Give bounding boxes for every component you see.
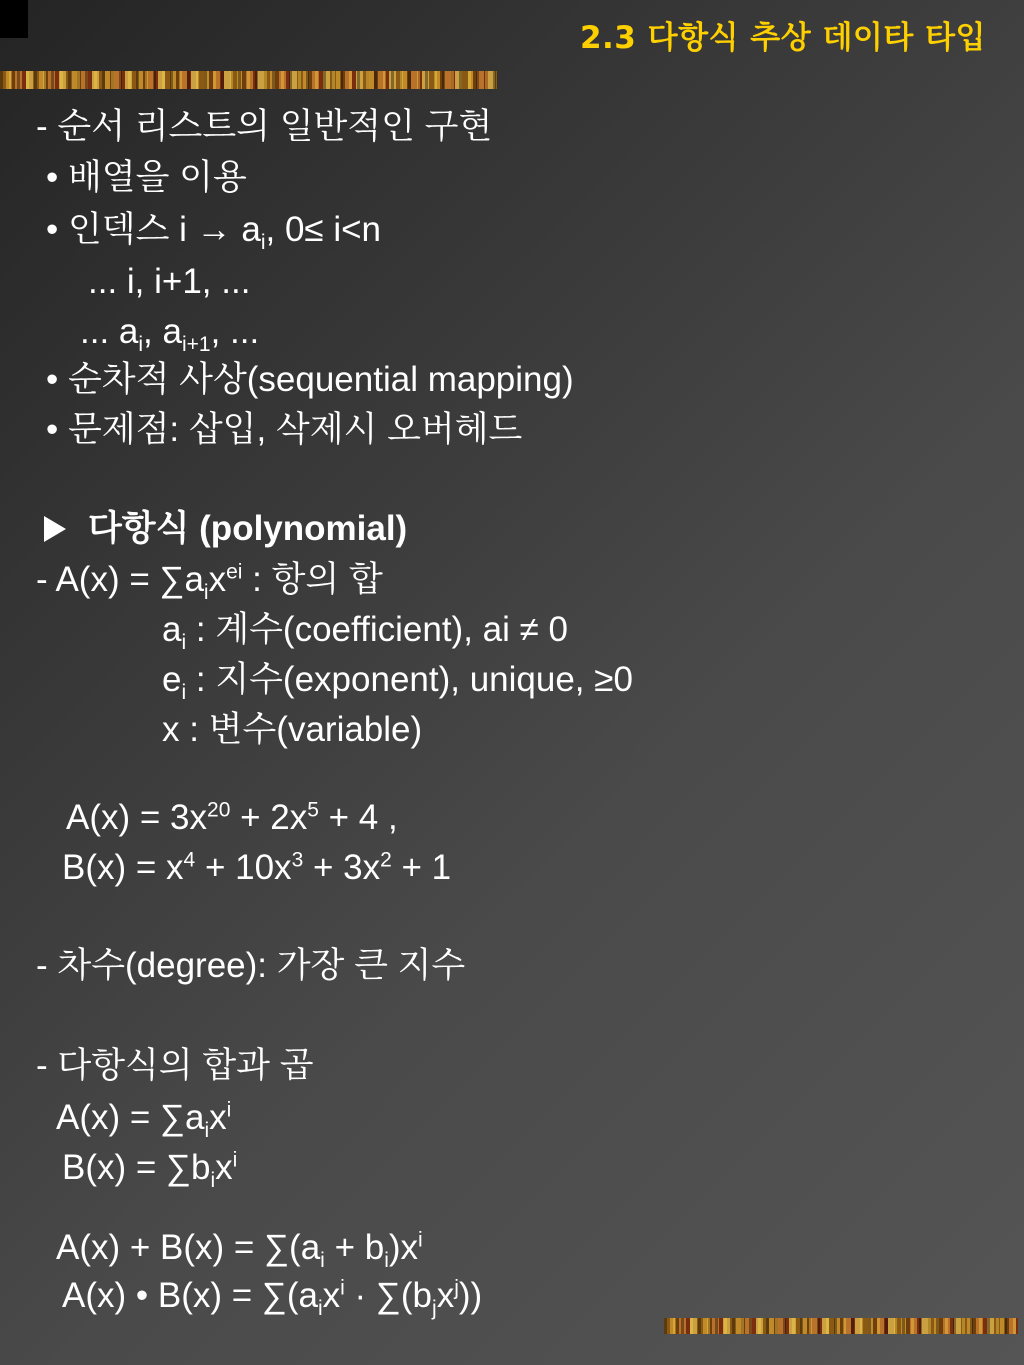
polynomial-heading: 다항식 (polynomial)	[44, 509, 407, 549]
sum-a: $A(x) = \sum a_ix^i$	[56, 1098, 232, 1142]
sum-product-heading: - 다항식의 합과 곱	[36, 1046, 314, 1085]
index-sequence: ... i, i+1, ...	[88, 262, 251, 301]
degree-line: - 차수(degree): 가장 큰 지수	[36, 946, 466, 985]
bullet-sequential-mapping: • 순차적 사상(sequential mapping)	[46, 360, 574, 399]
corner-mark	[0, 0, 28, 38]
triangle-bullet-icon	[44, 516, 66, 542]
product-formula: A(x) • $B(x) = \sum(a_ix^i \cdot \sum(b_jx^j))$	[62, 1276, 483, 1320]
example-a: $A(x) = 3x^{20} + 2x^5 + 4$ ,	[66, 798, 398, 837]
polynomial-definition: - $A(x) = \sum a_ix^{ei}$ : 항의 합	[36, 560, 383, 604]
sum-formula: $A(x) + B(x) = \sum(a_i + b_i)x^i$	[56, 1228, 423, 1272]
slide-title: 2.3 다항식 추상 데이타 타입	[579, 20, 986, 56]
example-b: $B(x) = x^4 + 10x^3 + 3x^2 + 1$	[62, 848, 452, 887]
sum-b: $B(x) = \sum b_ix^i$	[62, 1148, 238, 1192]
bullet-array: • 배열을 이용	[46, 158, 247, 197]
text-line-ordered-list: - 순서 리스트의 일반적인 구현	[36, 107, 493, 146]
decorative-band-top	[0, 71, 497, 89]
variable-line: x : 변수(variable)	[162, 710, 423, 749]
bullet-index: • 인덱스 $i \to a_i$, 0≤ i<n	[46, 210, 382, 254]
decorative-band-bottom	[664, 1318, 1018, 1334]
coefficient-line: $a_i$ : 계수(coefficient), ai ≠ 0	[162, 610, 569, 654]
element-sequence: ... $a_i$, $a_{i+1}$, ...	[80, 312, 260, 356]
bullet-problem: • 문제점: 삽입, 삭제시 오버헤드	[46, 410, 523, 449]
exponent-line: $e_i$ : 지수(exponent), unique, ≥0	[162, 660, 633, 704]
